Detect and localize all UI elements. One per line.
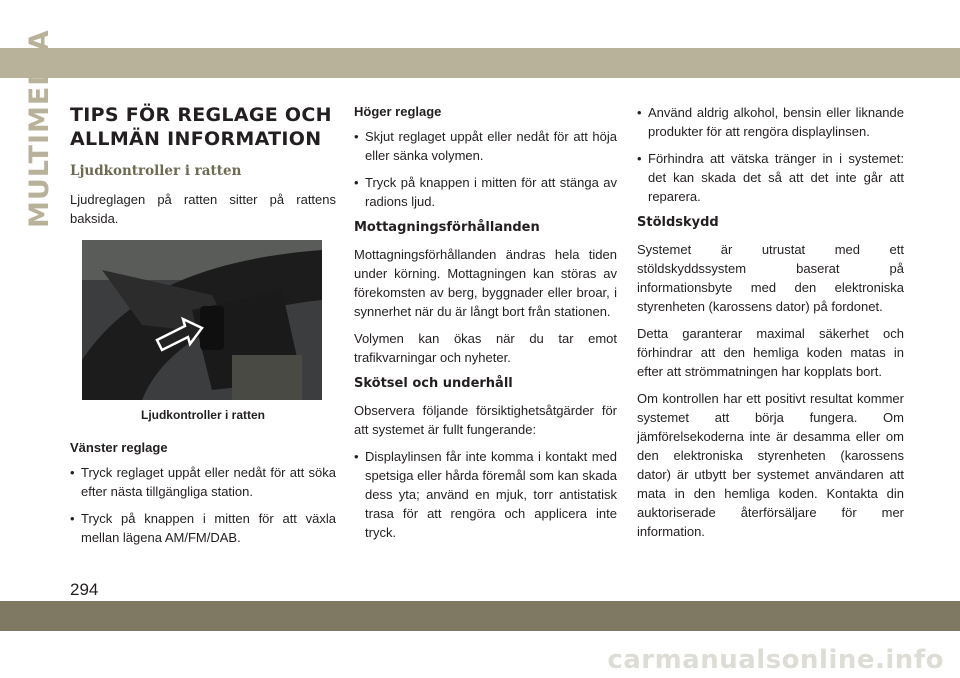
list-item: • Tryck på knappen i mitten för att växla mellan lägena AM/FM/DAB. [70,509,336,547]
left-controls-heading: Vänster reglage [70,440,168,455]
list-item: • Displaylinsen får inte komma i kontakt med spetsiga eller hårda föremål som kan skada dess yta; använd en mjuk, torr antistatisk trasa för att rengöra och applicera inte tryck. [354,447,617,542]
steering-wheel-photo [82,240,322,400]
intro-paragraph: Ljudreglagen på ratten sitter på rattens baksida. [70,192,336,226]
theft-heading: Stöldskydd [637,215,719,230]
care-list-continued [637,103,904,206]
section-tab: MULTIMEDIA [24,29,55,228]
column-2 [354,103,617,550]
list-item: • Skjut reglaget uppåt eller nedåt för att höja eller sänka volymen. [354,127,617,165]
theft-paragraph-3: Om kontrollen har ett positivt resultat kommer systemet att börja fungera. Om jämförelsekoderna inte är desamma eller om den elektroniska styrenheten (karossens dator) är utbytt ber systemet användaren att mata in den hemliga koden. Kontakta din auktoriserade återförsäljare för mer information. [637,391,904,539]
column-3 [637,103,904,549]
left-controls-list [70,463,336,547]
theft-paragraph-2: Detta garanterar maximal säkerhet och förhindrar att den hemliga koden matas in efter att strömmatningen har kopplats bort. [637,326,904,379]
reception-paragraph-2: Volymen kan ökas när du tar emot trafikvarningar och nyheter. [354,331,617,365]
list-item: • Tryck på knappen i mitten för att stänga av radions ljud. [354,173,617,211]
list-item: • Förhindra att vätska tränger in i systemet: det kan skada det så att det inte går att reparera. [637,149,904,206]
reception-paragraph-1: Mottagningsförhållanden ändras hela tiden under körning. Mottagningen kan störas av förekomsten av berg, byggnader eller broar, i synnerhet när du är långt bort från stationen. [354,247,617,319]
reception-heading: Mottagningsförhållanden [354,220,540,235]
page-title: TIPS FÖR REGLAGE OCH ALLMÄN INFORMATION [70,104,332,150]
watermark: carmanualsonline.info [607,645,944,675]
care-list [354,447,617,542]
figure-caption: Ljudkontroller i ratten [140,408,265,422]
care-heading: Skötsel och underhåll [354,376,513,391]
bottom-band [0,601,960,631]
column-1 [70,103,336,555]
list-item: • Tryck reglaget uppåt eller nedåt för att söka efter nästa tillgängliga station. [70,463,336,501]
top-band [0,48,960,78]
care-intro: Observera följande försiktighetsåtgärder för att systemet är fullt fungerande: [354,403,617,437]
right-controls-heading: Höger reglage [354,104,442,119]
right-controls-list [354,127,617,211]
page-number: 294 [70,580,99,599]
list-item: • Använd aldrig alkohol, bensin eller liknande produkter för att rengöra displaylinsen. [637,103,904,141]
theft-paragraph-1: Systemet är utrustat med ett stöldskyddssystem baserat på informationsbyte med den elektroniska styrenheten (karossens dator) på fordonet. [637,242,904,314]
subtitle-steering-audio: Ljudkontroller i ratten [70,163,242,179]
